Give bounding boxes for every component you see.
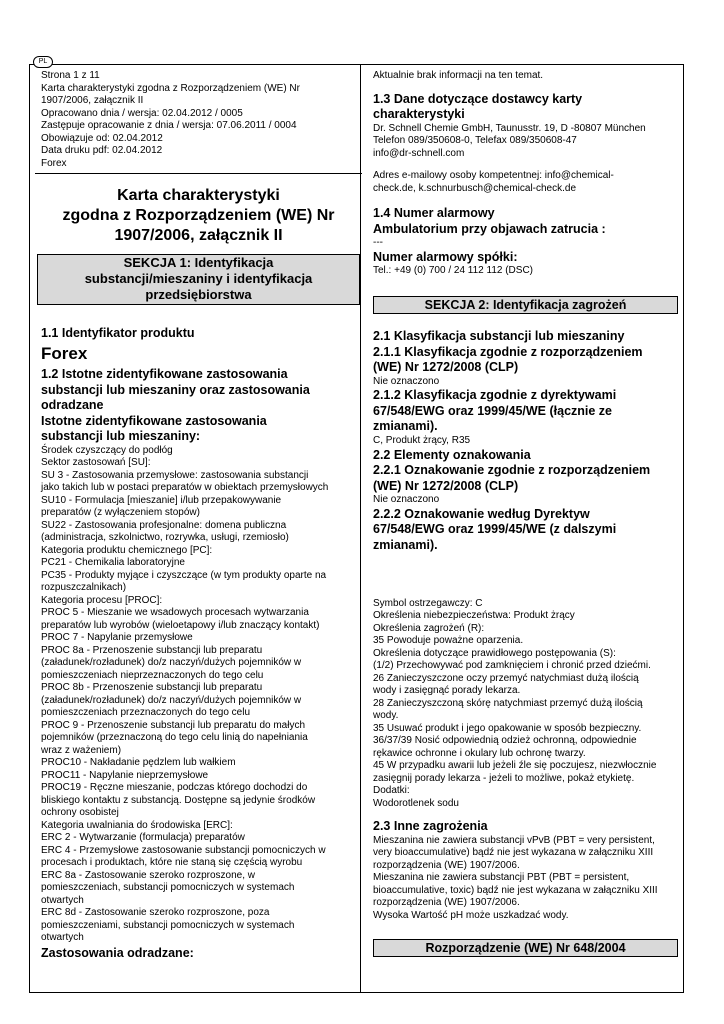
- heading-1-1: 1.1 Identyfikator produktu: [41, 326, 195, 340]
- list-item: ochrony osobistej: [41, 807, 119, 819]
- language-badge: PL: [33, 56, 53, 68]
- heading-line: zmianami).: [373, 419, 438, 434]
- list-item: Sektor zastosowań [SU]:: [41, 457, 151, 469]
- labeling-line: 45 W przypadku awarii lub jeżeli źle się poczujesz, niezwłocznie: [373, 760, 657, 772]
- meta-product: Forex: [41, 157, 67, 169]
- meta-line: Opracowano dnia / wersja: 02.04.2012 / 0005: [41, 107, 243, 119]
- list-item: ERC 2 - Wytwarzanie (formulacja) preparatów: [41, 832, 245, 844]
- list-item: PROC 5 - Mieszanie we wsadowych procesach wytwarzania: [41, 607, 309, 619]
- heading-line: 1.2 Istotne zidentyfikowane zastosowania: [41, 367, 288, 381]
- labeling-line: rękawice ochronne i okulary lub ochronę twarzy.: [373, 747, 586, 759]
- section-2-header: SEKCJA 2: Identyfikacja zagrożeń: [373, 296, 678, 314]
- list-item: preparatów lub wyrobów (wieloetapowy i/lub znaczący kontakt): [41, 619, 320, 631]
- product-name: Forex: [41, 344, 88, 363]
- labeling-line: Określenia niebezpieczeństwa: Produkt żrący: [373, 610, 575, 622]
- dashes-placeholder: ---: [373, 237, 383, 249]
- list-item: pomieszczeniach, substancji pomocniczych w systemach: [41, 882, 295, 894]
- meta-separator: [35, 173, 362, 174]
- not-classified-text: Nie oznaczono: [373, 494, 440, 506]
- labeling-line: Określenia dotyczące prawidłowego postępowania (S):: [373, 647, 616, 659]
- list-item: wraz z ważeniem): [41, 744, 122, 756]
- labeling-line: Symbol ostrzegawczy: C: [373, 597, 483, 609]
- title-line: 1907/2006, załącznik II: [114, 227, 283, 244]
- labeling-line: wody i zasięgnąć porady lekarza.: [373, 685, 521, 697]
- supplier-line: Dr. Schnell Chemie GmbH, Taunusstr. 19, D -80807 München: [373, 122, 646, 134]
- heading-line: odradzane: [41, 398, 104, 413]
- heading-line: 2.2.2 Oznakowanie według Dyrektyw: [373, 506, 590, 521]
- heading-line: (WE) Nr 1272/2008 (CLP): [373, 478, 519, 493]
- labeling-line: 35 Usuwać produkt i jego opakowanie w sposób bezpieczny.: [373, 722, 642, 734]
- list-item: Środek czyszczący do podłóg: [41, 444, 173, 456]
- list-item: otwartych: [41, 932, 84, 944]
- labeling-line: 35 Powoduje poważne oparzenia.: [373, 635, 524, 647]
- list-item: SU 3 - Zastosowania przemysłowe: zastosowania substancji: [41, 469, 309, 481]
- list-item: Kategoria produktu chemicznego [PC]:: [41, 544, 213, 556]
- not-classified-text: Nie oznaczono: [373, 375, 440, 387]
- no-info-text: Aktualnie brak informacji na ten temat.: [373, 70, 544, 81]
- supplier-details: [373, 123, 678, 161]
- heading-1-3: [373, 92, 678, 123]
- right-column: [373, 70, 678, 957]
- section-1-line: przedsiębiorstwa: [145, 287, 252, 302]
- hazard-line: Wysoka Wartość pH może uszkadzać wody.: [373, 909, 569, 921]
- labeling-line: (1/2) Przechowywać pod zamknięciem i chronić przed dziećmi.: [373, 660, 651, 672]
- labeling-line: zasięgnij porady lekarza - jeżeli to możliwe, pokaż etykietę.: [373, 772, 635, 784]
- list-item: (administracja, szkolnictwo, rozrywka, usługi, rzemiosło): [41, 532, 289, 544]
- classification-text: C, Produkt żrący, R35: [373, 435, 471, 447]
- list-item: SU10 - Formulacja [mieszanie] i/lub przepakowywanie: [41, 494, 282, 506]
- heading-line: zmianami).: [373, 538, 438, 552]
- title-line: Karta charakterystyki: [117, 187, 280, 204]
- heading-line: 1.4 Numer alarmowy: [373, 206, 495, 221]
- hazard-line: rozporządzenia (WE) 1907/2006.: [373, 859, 520, 871]
- title-line: zgodna z Rozporządzeniem (WE) Nr: [62, 207, 335, 224]
- labeling-line: Dodatki:: [373, 785, 410, 797]
- heading-company-emergency: Numer alarmowy spółki:: [373, 249, 518, 264]
- heading-line: 2.2 Elementy oznakowania: [373, 447, 531, 462]
- labeling-line: 28 Zanieczyszczoną skórę natychmiast przemyć dużą ilością: [373, 697, 643, 709]
- list-item: pomieszczeniach nieprzeznaczonych do tego celu: [41, 669, 264, 681]
- supplier-line: Telefon 089/350608-0, Telefax 089/350608-47: [373, 135, 577, 147]
- list-item: preparatów (z wyłączeniem stopów): [41, 507, 200, 519]
- heading-line: substancji lub mieszaniny oraz zastosowania: [41, 382, 310, 397]
- section-1-line: SEKCJA 1: Identyfikacja: [123, 255, 274, 270]
- hazard-line: Mieszanina nie zawiera substancji PBT (PBT = persistent,: [373, 872, 630, 884]
- heading-1-4: [373, 206, 678, 237]
- heading-2-1: [373, 329, 678, 376]
- hazard-line: very bioaccumulative) bądź nie jest wykazana w załączniku XIII: [373, 847, 654, 859]
- column-divider: [360, 64, 361, 993]
- list-item: PC35 - Produkty myjące i czyszczące (w tym produkty oparte na: [41, 569, 327, 581]
- list-item: pomieszczeniach przeznaczonych do tego celu: [41, 707, 251, 719]
- list-item: ERC 4 - Przemysłowe zastosowanie substancji pomocniczych w: [41, 844, 326, 856]
- email-line: check.de, k.schnurbusch@chemical-check.de: [373, 182, 577, 194]
- email-line: Adres e-mailowy osoby kompetentnej: info@chemical-: [373, 170, 614, 182]
- section-1-line: substancji/mieszaniny i identyfikacja: [84, 271, 313, 286]
- list-item: PROC10 - Nakładanie pędzlem lub wałkiem: [41, 757, 236, 769]
- labeling-line: wody.: [373, 710, 399, 722]
- meta-line: 1907/2006, załącznik II: [41, 95, 144, 106]
- list-item: Kategoria uwalniania do środowiska [ERC]:: [41, 819, 233, 831]
- heading-line: Ambulatorium przy objawach zatrucia :: [373, 221, 606, 236]
- labeling-line: Określenia zagrożeń (R):: [373, 622, 485, 634]
- heading-line: charakterystyki: [373, 107, 465, 122]
- list-item: jako takich lub w postaci preparatów w obiektach przemysłowych: [41, 482, 329, 494]
- document-title: [41, 186, 356, 246]
- list-item: procesach i produktach, które nie staną się częścią wyrobu: [41, 857, 303, 869]
- list-item: PROC 8a - Przenoszenie substancji lub preparatu: [41, 644, 263, 656]
- heading-2-1-2: [373, 388, 678, 435]
- list-item: SU22 - Zastosowania profesjonalne: domena publiczna: [41, 519, 287, 531]
- heading-line: 67/548/EWG oraz 1999/45/WE (z dalszymi: [373, 522, 617, 537]
- regulation-648-header: Rozporządzenie (WE) Nr 648/2004: [373, 939, 678, 957]
- heading-line: Istotne zidentyfikowane zastosowania: [41, 413, 267, 428]
- hazard-line: Mieszanina nie zawiera substancji vPvB (PBT = very persistent,: [373, 834, 655, 846]
- list-item: Kategoria procesu [PROC]:: [41, 594, 163, 606]
- list-item: (załadunek/rozładunek) do/z naczyń/dużych pojemników w: [41, 657, 302, 669]
- heading-2-2: [373, 448, 678, 495]
- list-item: PROC 9 - Przenoszenie substancji lub preparatu do małych: [41, 719, 306, 731]
- heading-line: 1.3 Dane dotyczące dostawcy karty: [373, 91, 583, 106]
- meta-line: Obowiązuje od: 02.04.2012: [41, 132, 163, 144]
- meta-line: Data druku pdf: 02.04.2012: [41, 145, 163, 156]
- list-item: ERC 8d - Zastosowanie szeroko rozproszone, poza: [41, 907, 270, 919]
- document-meta: [41, 70, 356, 170]
- list-item: ERC 8a - Zastosowanie szeroko rozproszone, w: [41, 869, 255, 881]
- heading-2-3: 2.3 Inne zagrożenia: [373, 819, 488, 834]
- heading-uses-advised-against: Zastosowania odradzane:: [41, 945, 194, 960]
- labeling-line: 26 Zanieczyszczone oczy przemyć natychmiast dużą ilością: [373, 672, 639, 684]
- list-item: PROC19 - Ręczne mieszanie, podczas którego dochodzi do: [41, 782, 308, 794]
- heading-line: 67/548/EWG oraz 1999/45/WE (łącznie ze: [373, 403, 613, 418]
- list-item: PROC11 - Napylanie nieprzemysłowe: [41, 769, 209, 781]
- hazard-line: rozporządzenia (WE) 1907/2006.: [373, 897, 520, 909]
- emergency-phone: Tel.: +49 (0) 700 / 24 112 112 (DSC): [373, 265, 533, 277]
- heading-line: substancji lub mieszaniny:: [41, 429, 201, 444]
- list-item: (załadunek/rozładunek) do/z naczyń/dużych pojemników w: [41, 694, 302, 706]
- heading-line: 2.1 Klasyfikacja substancji lub mieszaniny: [373, 328, 625, 343]
- list-item: PROC 7 - Napylanie przemysłowe: [41, 632, 193, 644]
- labeling-line: Wodorotlenek sodu: [373, 797, 459, 809]
- list-item: PC21 - Chemikalia laboratoryjne: [41, 557, 185, 569]
- page-number: Strona 1 z 11: [41, 70, 100, 81]
- heading-line: (WE) Nr 1272/2008 (CLP): [373, 360, 519, 375]
- meta-line: Zastępuje opracowanie z dnia / wersja: 07.06.2011 / 0004: [41, 120, 297, 131]
- labeling-line: 36/37/39 Nosić odpowiednią odzież ochronną, odpowiednie: [373, 735, 637, 747]
- hazard-line: bioaccumulative, toxic) bądź nie jest wykazana w załączniku XIII: [373, 884, 658, 896]
- heading-line: 2.2.1 Oznakowanie zgodnie z rozporządzeniem: [373, 463, 651, 478]
- heading-line: 2.1.1 Klasyfikacja zgodnie z rozporządzeniem: [373, 344, 643, 359]
- other-hazards-text: [373, 835, 678, 923]
- supplier-email: info@dr-schnell.com: [373, 147, 465, 159]
- heading-1-2: [41, 367, 356, 445]
- list-item: pomieszczeniami, substancji pomocniczych w systemach: [41, 919, 295, 931]
- identified-uses-list: [41, 445, 356, 945]
- labeling-details: [373, 598, 678, 811]
- heading-line: 2.1.2 Klasyfikacja zgodnie z dyrektywami: [373, 388, 617, 403]
- competent-person-emails: [373, 170, 678, 195]
- heading-2-2-2: [373, 507, 678, 554]
- section-1-header: [37, 254, 360, 305]
- list-item: otwartych: [41, 894, 84, 906]
- left-column: [41, 70, 356, 961]
- meta-line: Karta charakterystyki zgodna z Rozporządzeniem (WE) Nr: [41, 82, 300, 94]
- list-item: pojemników (przeznaczoną do tego celu linią do napełniania: [41, 732, 308, 744]
- list-item: bliskiego kontaktu z substancją. Dostępne są jedynie środków: [41, 794, 316, 806]
- list-item: PROC 8b - Przenoszenie substancji lub preparatu: [41, 682, 263, 694]
- list-item: rozpuszczalnikach): [41, 582, 127, 594]
